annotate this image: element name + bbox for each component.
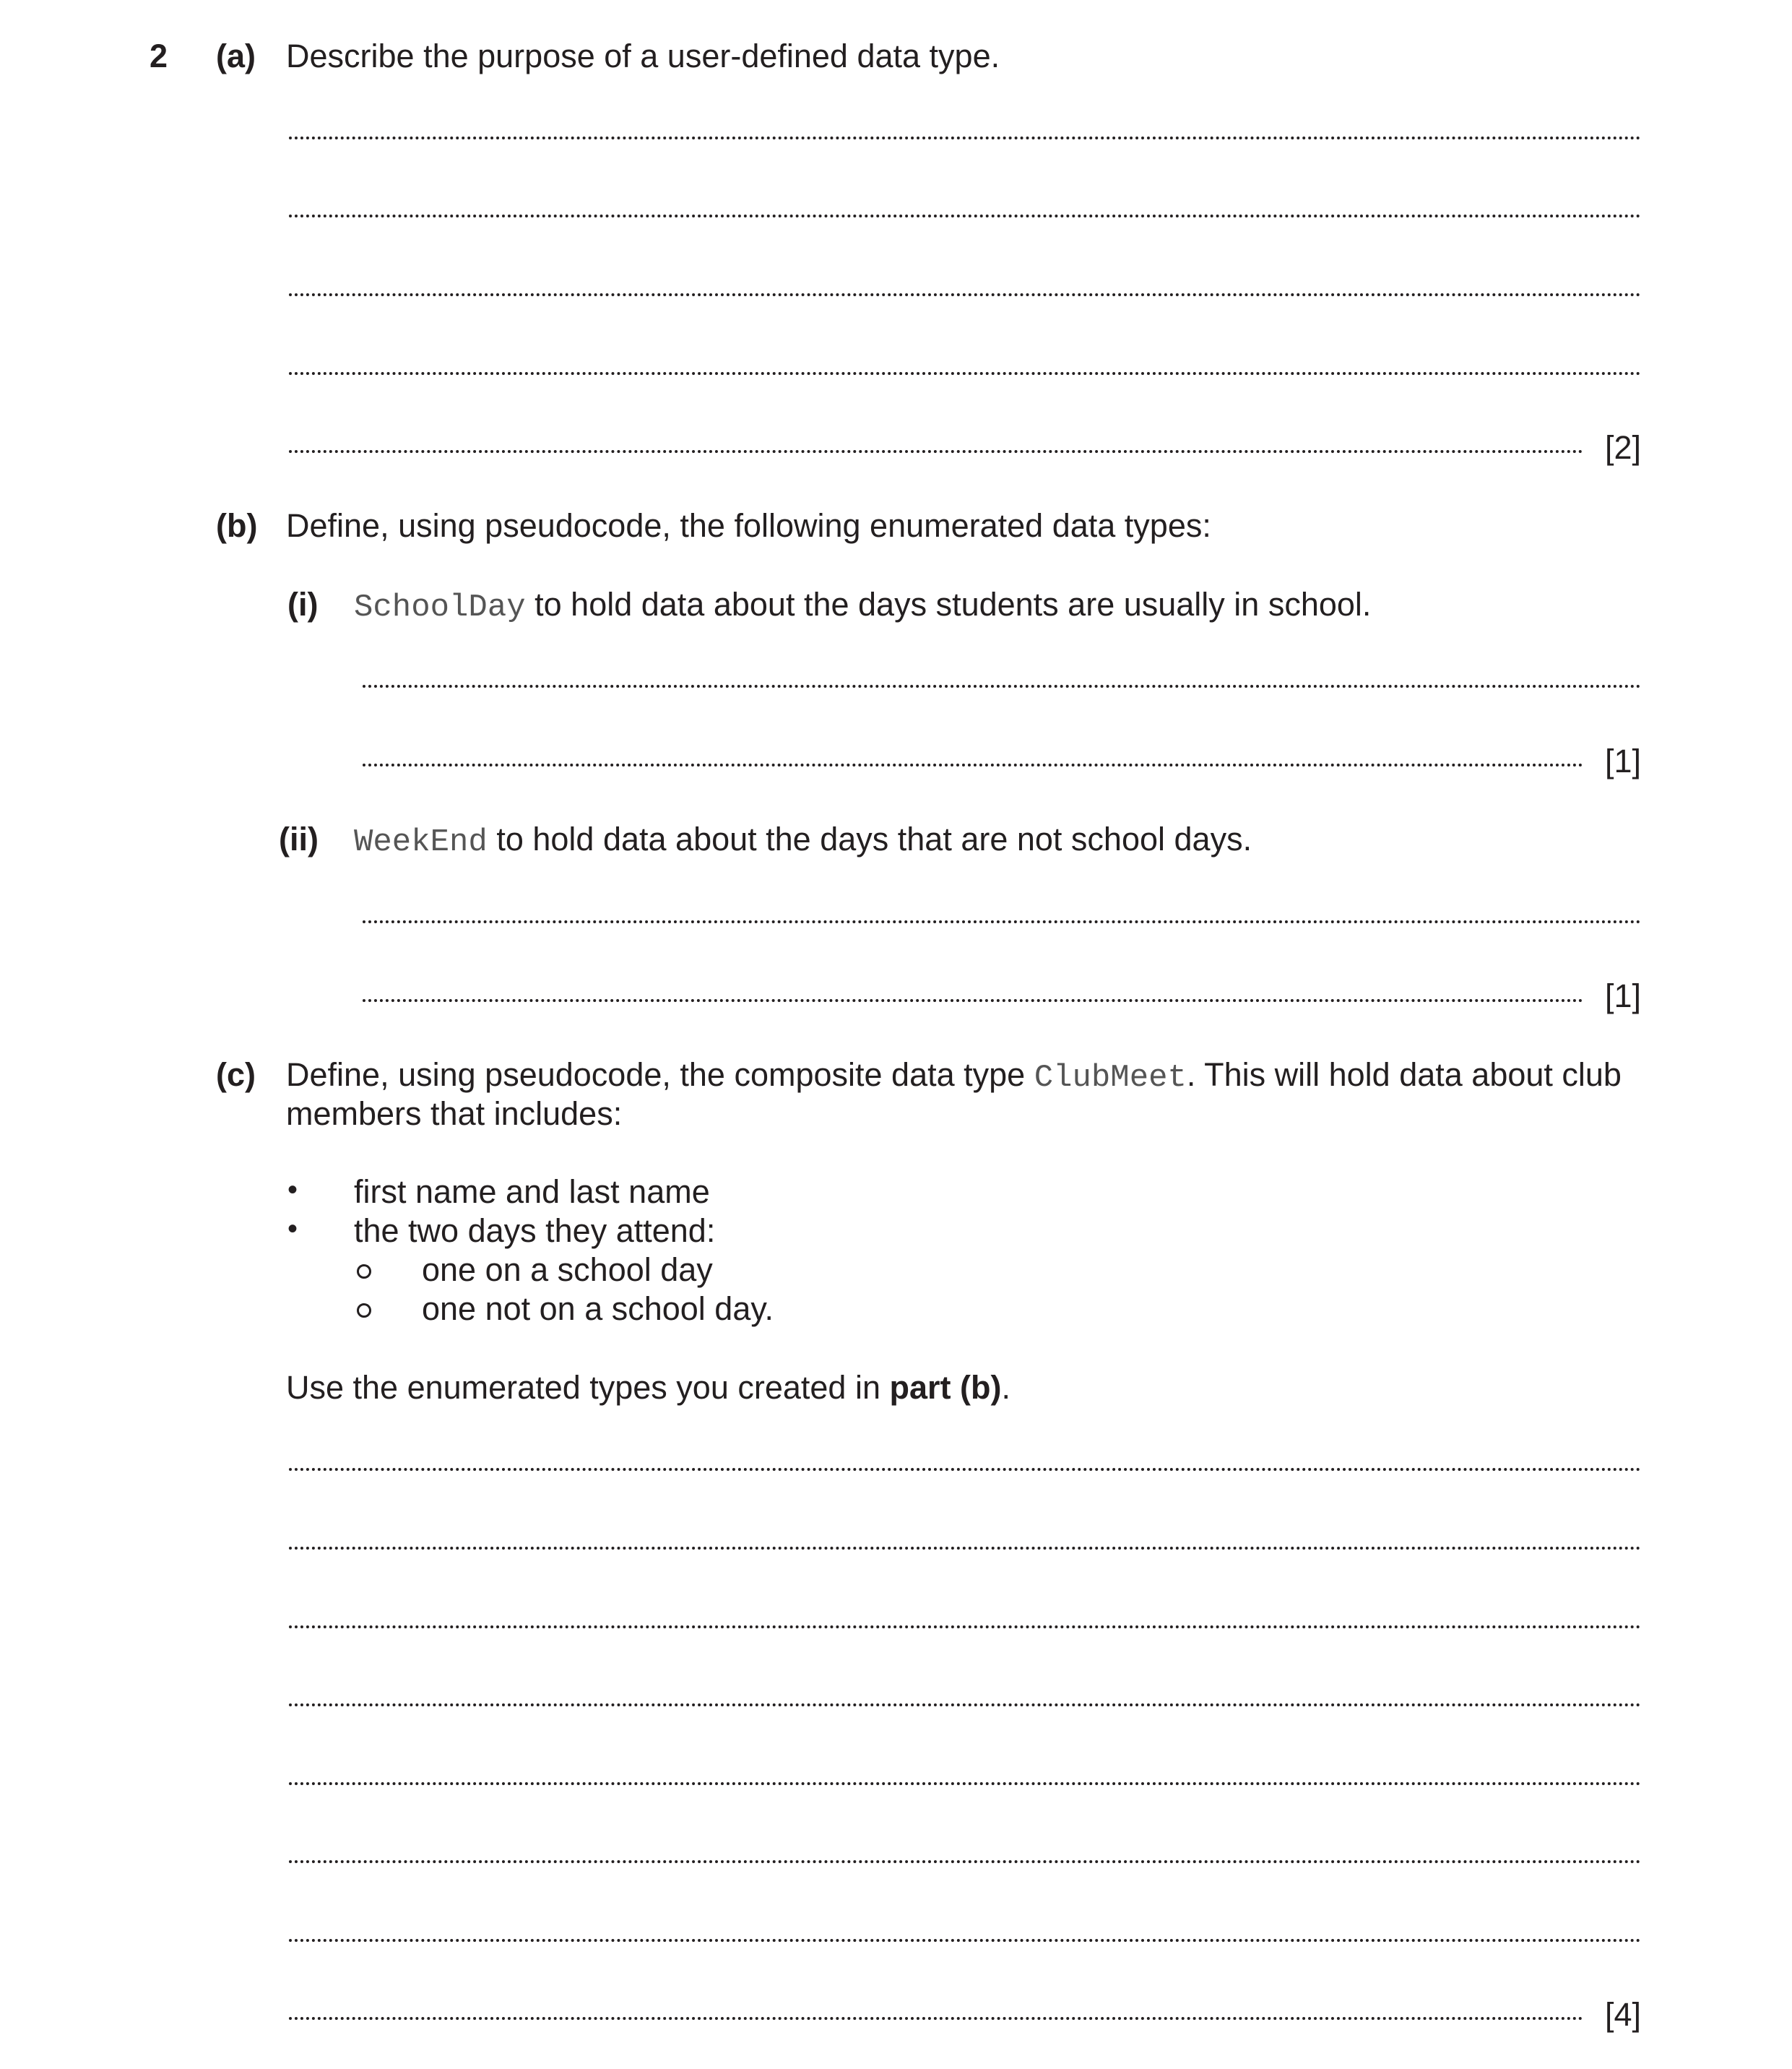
part-a-marks: [2] xyxy=(1605,429,1642,466)
part-c-text-before: Define, using pseudocode, the composite data type xyxy=(286,1056,1034,1093)
sub-bullet-item: one not on a school day. xyxy=(422,1290,774,1327)
part-b-ii-text: to hold data about the days that are not school days. xyxy=(487,821,1252,858)
part-b-question: Define, using pseudocode, the following enumerated data types: xyxy=(286,507,1211,544)
bullet-point: • xyxy=(287,1174,298,1206)
weekend-code: WeekEnd xyxy=(354,824,488,860)
part-b-i-label: (i) xyxy=(287,586,319,623)
answer-line[interactable] xyxy=(363,999,1583,1002)
bullet-item: the two days they attend: xyxy=(354,1212,716,1249)
part-b-ii-question xyxy=(354,823,1252,858)
answer-line[interactable] xyxy=(363,920,1641,923)
part-c-marks: [4] xyxy=(1605,1996,1642,2033)
answer-line[interactable] xyxy=(289,1782,1641,1785)
schoolday-code: SchoolDay xyxy=(354,589,526,626)
part-c-instruction xyxy=(286,1371,1010,1404)
answer-line[interactable] xyxy=(289,1939,1641,1942)
bullet-point: • xyxy=(287,1213,298,1245)
answer-line[interactable] xyxy=(289,1703,1641,1706)
answer-line[interactable] xyxy=(289,1547,1641,1550)
answer-line[interactable] xyxy=(289,1625,1641,1628)
sub-bullet-circle xyxy=(357,1264,371,1279)
answer-line[interactable] xyxy=(289,137,1641,139)
part-c-question-line1 xyxy=(286,1058,1622,1094)
part-c-question-line2: members that includes: xyxy=(286,1095,623,1132)
sub-bullet-item: one on a school day xyxy=(422,1251,713,1288)
answer-line[interactable] xyxy=(289,372,1641,375)
part-b-i-question xyxy=(354,586,1372,626)
answer-line[interactable] xyxy=(363,685,1641,688)
clubmeet-code: ClubMeet xyxy=(1034,1060,1187,1096)
answer-line[interactable] xyxy=(289,450,1583,453)
bullet-item: first name and last name xyxy=(354,1173,710,1210)
answer-line[interactable] xyxy=(289,215,1641,217)
answer-line[interactable] xyxy=(289,293,1641,296)
instruction-bold: part (b) xyxy=(889,1369,1002,1406)
part-b-ii-label: (ii) xyxy=(279,821,319,858)
answer-line[interactable] xyxy=(363,764,1583,766)
part-c-label: (c) xyxy=(216,1056,256,1093)
part-b-ii-marks: [1] xyxy=(1605,977,1642,1014)
sub-bullet-circle xyxy=(357,1303,371,1318)
part-c-text-after: . This will hold data about club xyxy=(1186,1056,1622,1093)
part-b-label: (b) xyxy=(216,507,258,544)
part-a-question: Describe the purpose of a user-defined data type. xyxy=(286,38,1000,74)
part-b-i-text: to hold data about the days students are usually in school. xyxy=(525,586,1372,623)
answer-line[interactable] xyxy=(289,1860,1641,1863)
instruction-text: Use the enumerated types you created in xyxy=(286,1369,890,1406)
part-a-label: (a) xyxy=(216,38,256,74)
answer-line[interactable] xyxy=(289,1468,1641,1471)
answer-line[interactable] xyxy=(289,2017,1583,2020)
question-number: 2 xyxy=(150,38,168,74)
instruction-end: . xyxy=(1001,1369,1010,1406)
part-b-i-marks: [1] xyxy=(1605,743,1642,779)
